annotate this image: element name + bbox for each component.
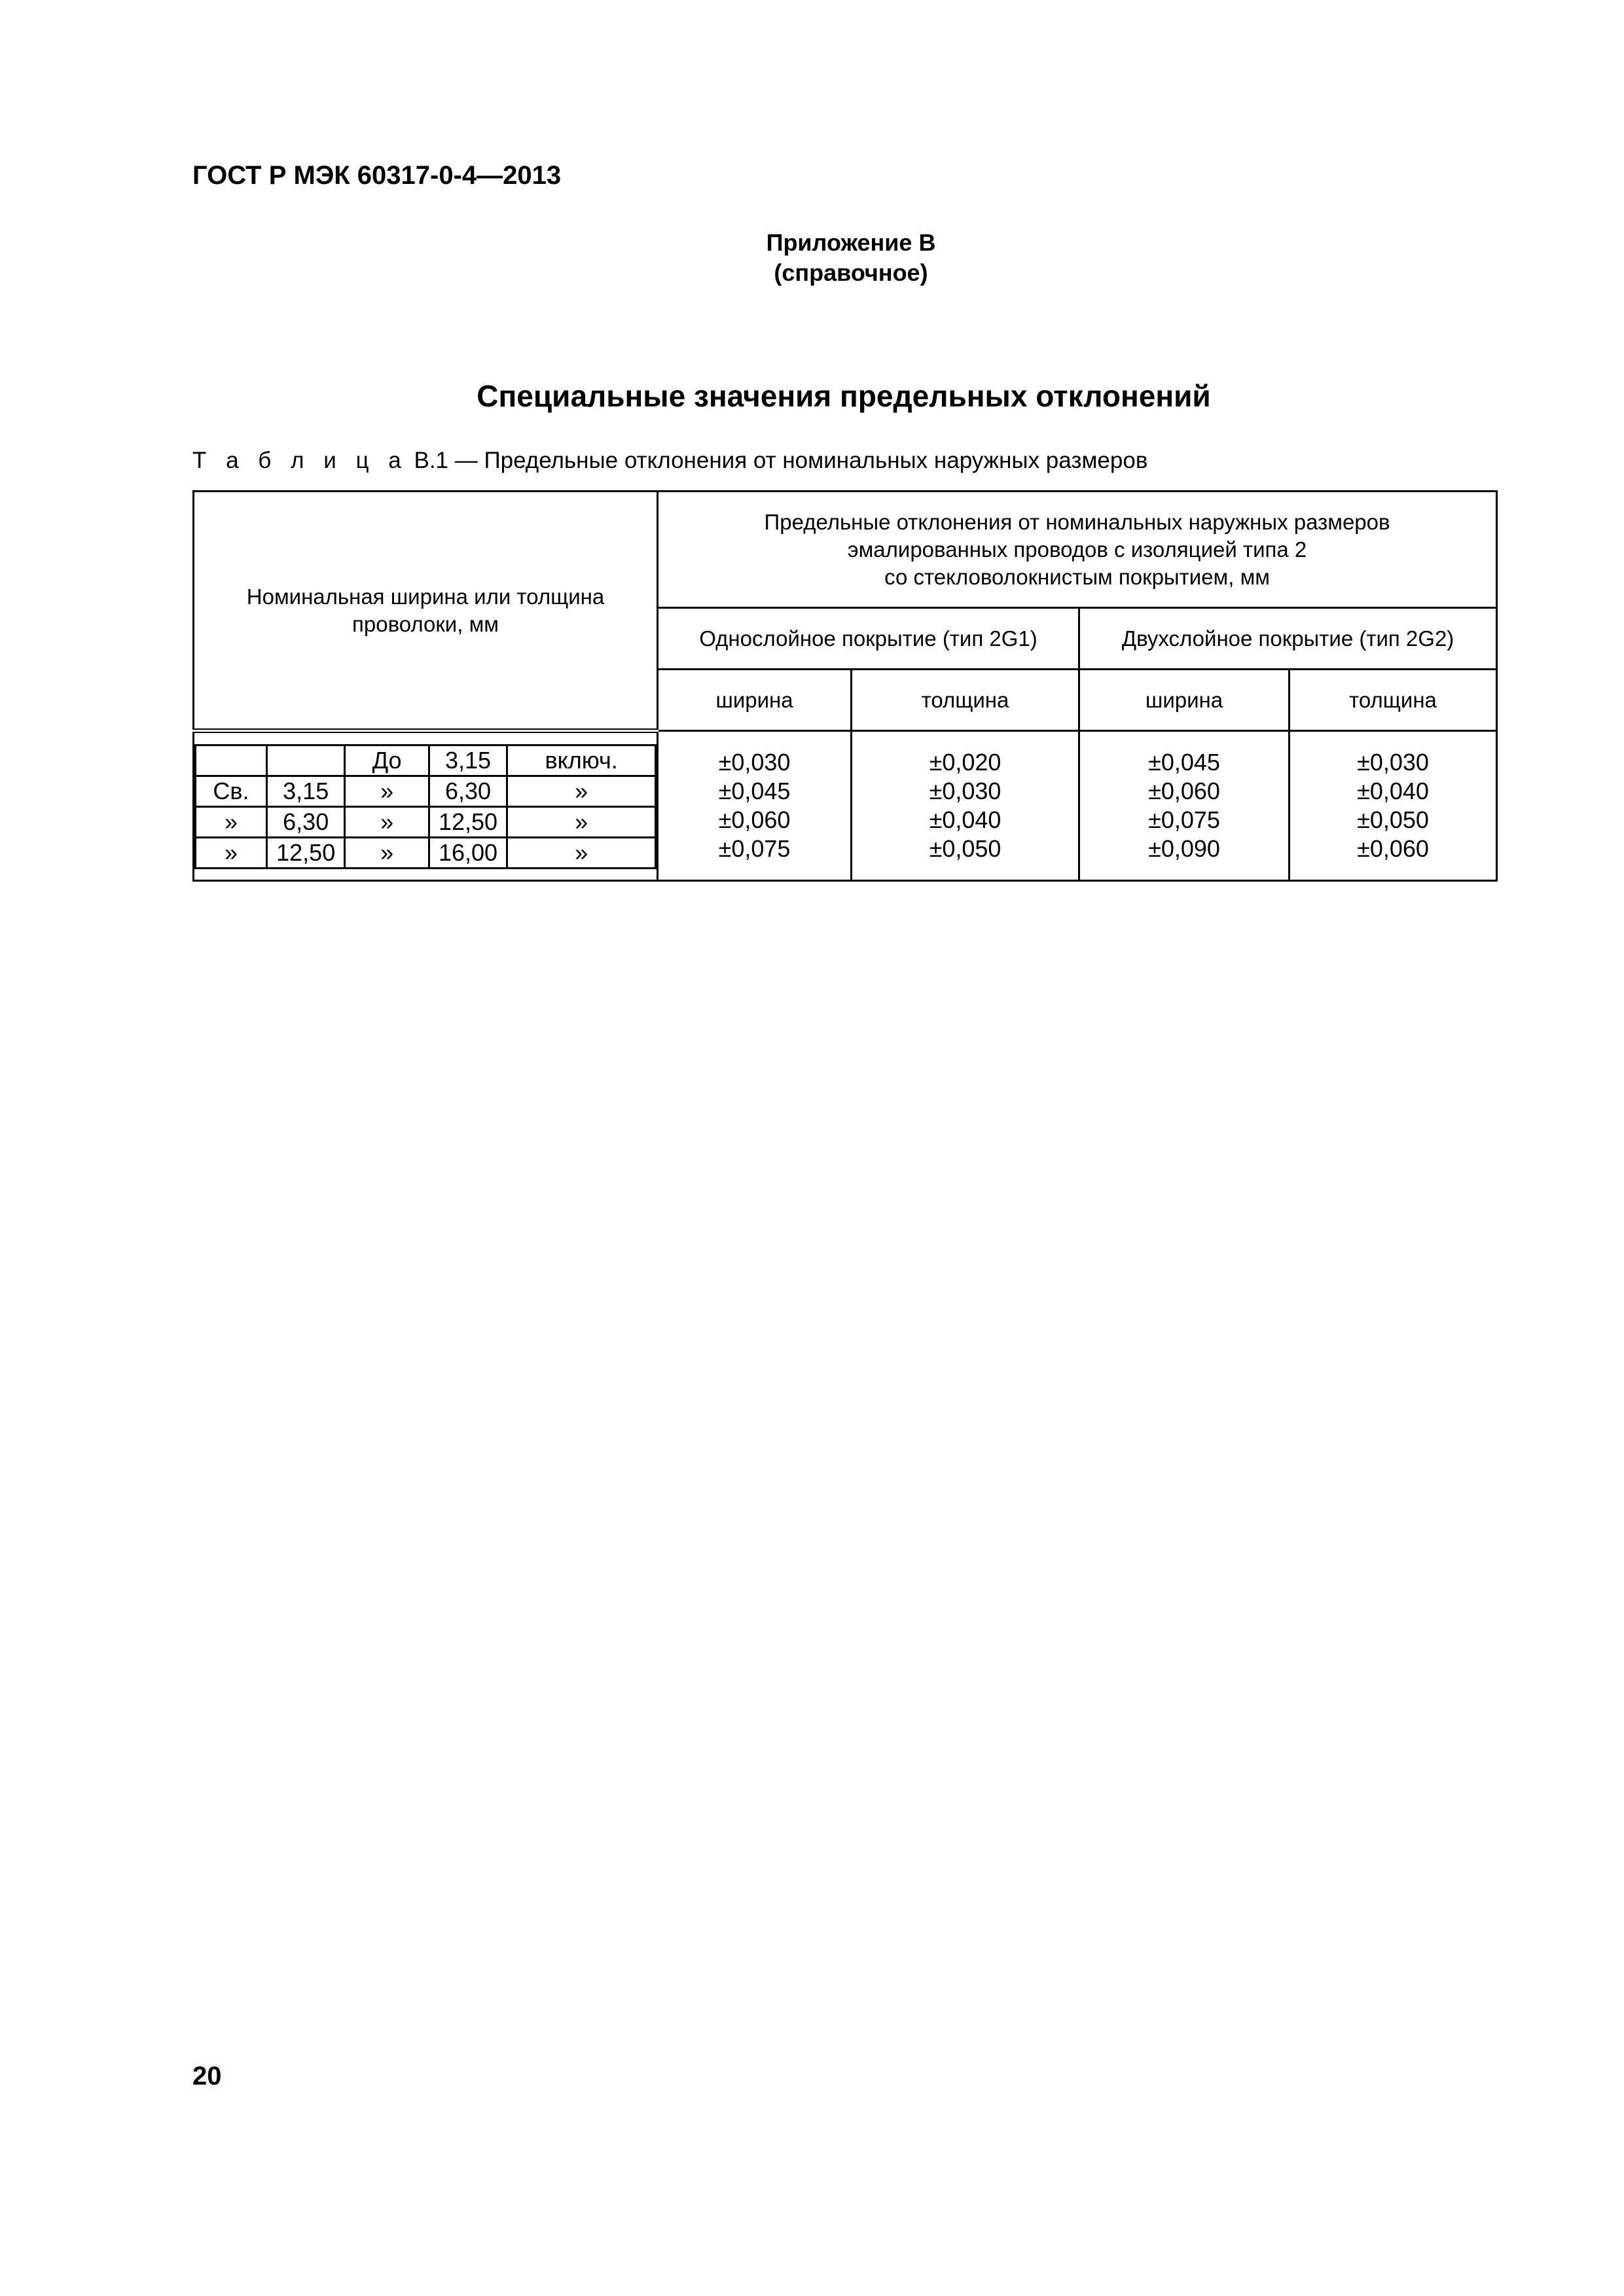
range-suffix: » (507, 776, 656, 806)
range-from: 3,15 (266, 776, 344, 806)
nominal-size-ranges-cell (194, 731, 658, 881)
g2-thickness-header: толщина (1290, 670, 1497, 731)
range-prefix: Св. (196, 776, 267, 806)
g1-thickness-header: толщина (852, 670, 1079, 731)
g2-thickness-values (1290, 731, 1497, 881)
value-cell: ±0,090 (1148, 835, 1220, 862)
value-cell: ±0,045 (1148, 749, 1220, 776)
double-coat-header: Двухслойное покрытие (тип 2G2) (1079, 608, 1497, 670)
nominal-size-header-cell (194, 492, 658, 731)
range-from: 12,50 (266, 837, 344, 868)
value-cell: ±0,030 (929, 778, 1001, 804)
table-body-row (194, 731, 1497, 881)
group-header-line-1: Предельные отклонения от номинальных наружных размеров (764, 509, 1390, 534)
value-cell: ±0,040 (1357, 778, 1429, 804)
range-to: 12,50 (429, 806, 507, 837)
single-coat-header: Однослойное покрытие (тип 2G1) (658, 608, 1079, 670)
range-suffix: » (507, 837, 656, 868)
annex-title: Приложение В (766, 229, 936, 256)
section-title: Специальные значения предельных отклонений (477, 379, 1211, 413)
range-to-word: » (345, 837, 429, 868)
tolerance-table (192, 490, 1498, 882)
nominal-size-header: Номинальная ширина или толщина проволоки, мм (246, 584, 605, 636)
table-caption (192, 448, 1147, 474)
value-cell: ±0,045 (718, 778, 791, 804)
value-cell: ±0,060 (718, 806, 791, 833)
range-prefix (196, 745, 267, 776)
range-suffix: » (507, 806, 656, 837)
value-cell: ±0,060 (1148, 778, 1220, 804)
value-cell: ±0,020 (929, 749, 1001, 776)
annex-type: (справочное) (774, 259, 928, 286)
value-cell: ±0,050 (929, 835, 1001, 862)
range-to-word: До (345, 745, 429, 776)
g2-width-values (1079, 731, 1290, 881)
value-cell: ±0,075 (1148, 806, 1220, 833)
range-suffix: включ. (507, 745, 656, 776)
range-to: 3,15 (429, 745, 507, 776)
range-from: 6,30 (266, 806, 344, 837)
range-from (266, 745, 344, 776)
g1-thickness-values (852, 731, 1079, 881)
range-prefix: » (196, 837, 267, 868)
value-cell: ±0,030 (1357, 749, 1429, 776)
range-row (196, 806, 656, 837)
value-cell: ±0,040 (929, 806, 1001, 833)
range-to-word: » (345, 776, 429, 806)
range-to: 16,00 (429, 837, 507, 868)
table-header-row-1 (194, 492, 1497, 608)
annex-heading (713, 228, 988, 288)
range-row (196, 837, 656, 868)
document-standard-header: ГОСТ Р МЭК 60317-0-4—2013 (192, 161, 562, 190)
range-row (196, 776, 656, 806)
value-cell: ±0,060 (1357, 835, 1429, 862)
table-caption-text: В.1 — Предельные отклонения от номинальных наружных размеров (414, 448, 1148, 473)
g2-width-header: ширина (1079, 670, 1290, 731)
group-header-cell (658, 492, 1497, 608)
range-to-word: » (345, 806, 429, 837)
range-prefix: » (196, 806, 267, 837)
range-row (196, 745, 656, 776)
value-cell: ±0,030 (718, 749, 791, 776)
page-number: 20 (192, 2062, 222, 2090)
value-cell: ±0,075 (718, 835, 791, 862)
value-cell: ±0,050 (1357, 806, 1429, 833)
g1-width-values (658, 731, 852, 881)
group-header-line-3: со стекловолокнистым покрытием, мм (884, 564, 1270, 589)
nominal-size-ranges (194, 744, 657, 869)
range-to: 6,30 (429, 776, 507, 806)
group-header-line-2: эмалированных проводов с изоляцией типа 2 (847, 537, 1307, 562)
table-caption-prefix: Т а б л и ц а (192, 448, 408, 473)
g1-width-header: ширина (658, 670, 852, 731)
